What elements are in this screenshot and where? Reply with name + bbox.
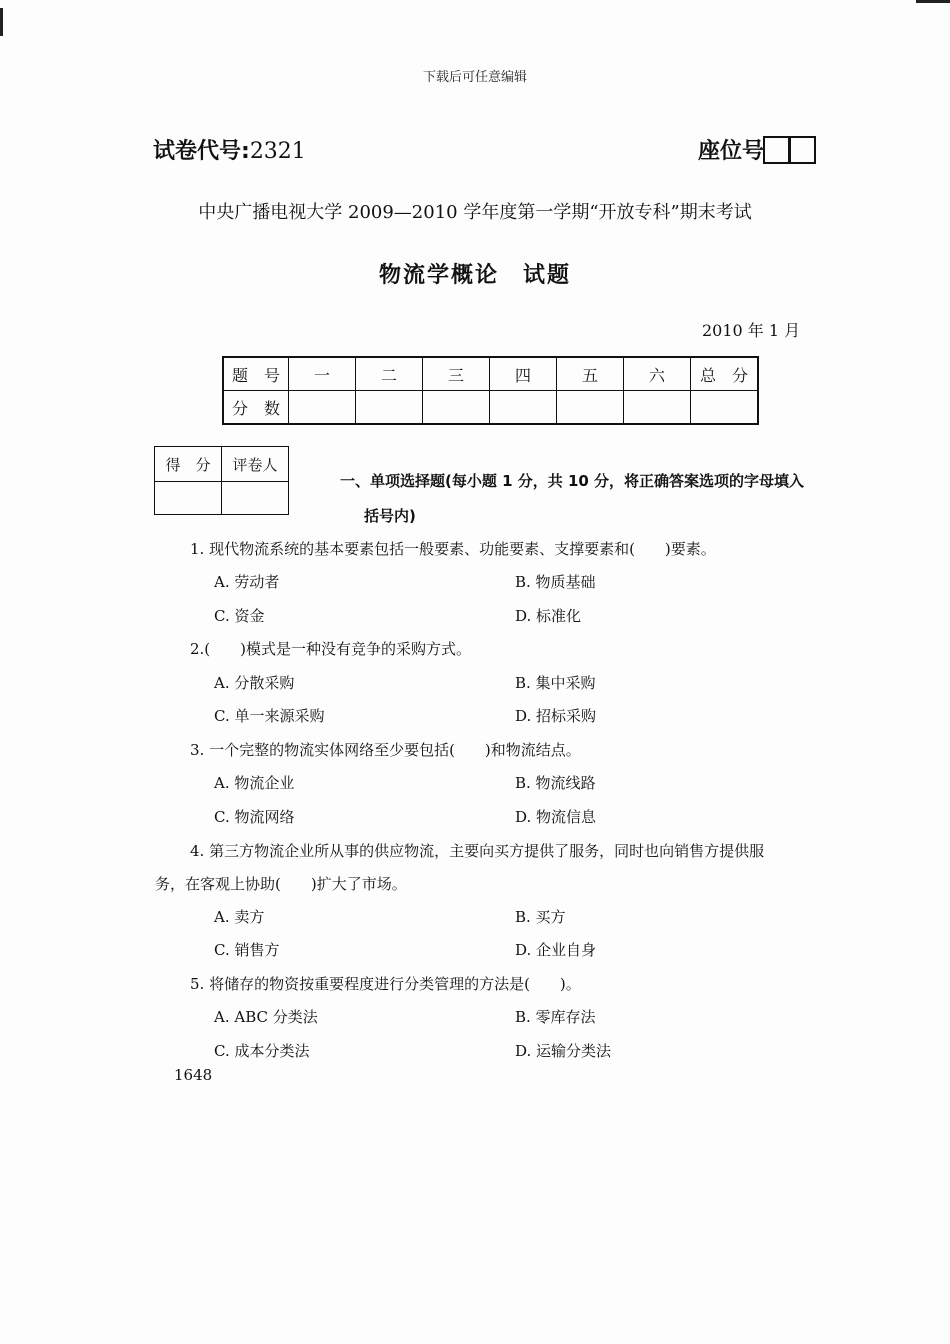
question-2-option-c: C. 单一来源采购 xyxy=(214,707,325,725)
grader-name-label: 评卷人 xyxy=(222,447,289,482)
score-cell[interactable] xyxy=(557,391,624,425)
paper-code xyxy=(153,134,306,165)
seat-number xyxy=(698,134,816,165)
score-table-header-row xyxy=(223,357,758,391)
score-cell[interactable] xyxy=(289,391,356,425)
grader-score-label: 得 分 xyxy=(155,447,222,482)
score-cell[interactable] xyxy=(423,391,490,425)
question-3-option-a: A. 物流企业 xyxy=(214,774,295,792)
question-4-continued: 务，在客观上协助( )扩大了市场。 xyxy=(155,875,407,893)
question-5-option-a: A. ABC 分类法 xyxy=(214,1008,318,1026)
section-heading-continued: 括号内) xyxy=(364,507,416,525)
scan-edge-mark xyxy=(0,8,3,36)
score-cell[interactable] xyxy=(691,391,759,425)
page-number: 1648 xyxy=(174,1066,213,1084)
question-4-option-b: B. 买方 xyxy=(515,908,566,926)
question-3-option-d: D. 物流信息 xyxy=(515,808,597,826)
seat-number-label: 座位号 xyxy=(698,139,765,164)
score-table-header-cell: 题 号 xyxy=(223,357,289,391)
question-2-option-d: D. 招标采购 xyxy=(515,707,597,725)
question-4: 4. 第三方物流企业所从事的供应物流，主要向买方提供了服务，同时也向销售方提供服 xyxy=(190,842,765,860)
question-4-option-a: A. 卖方 xyxy=(214,908,265,926)
question-5-option-c: C. 成本分类法 xyxy=(214,1042,310,1060)
score-table-header-cell: 四 xyxy=(490,357,557,391)
watermark-text: 下载后可任意编辑 xyxy=(422,70,527,85)
score-table-score-row xyxy=(223,391,758,425)
paper-code-label: 试卷代号: xyxy=(153,139,250,164)
seat-box-2[interactable] xyxy=(789,136,816,164)
question-1-option-a: A. 劳动者 xyxy=(214,573,280,591)
question-1-option-d: D. 标准化 xyxy=(515,607,582,625)
score-cell[interactable] xyxy=(624,391,691,425)
question-4-option-d: D. 企业自身 xyxy=(515,941,597,959)
paper-code-value: 2321 xyxy=(249,139,306,164)
score-table-header-cell: 二 xyxy=(356,357,423,391)
question-5: 5. 将储存的物资按重要程度进行分类管理的方法是( )。 xyxy=(190,975,581,993)
question-5-option-b: B. 零库存法 xyxy=(515,1008,596,1026)
score-table-header-cell: 六 xyxy=(624,357,691,391)
grader-score-cell[interactable] xyxy=(155,482,222,515)
grader-name-cell[interactable] xyxy=(222,482,289,515)
question-3-option-b: B. 物流线路 xyxy=(515,774,596,792)
score-table-header-cell: 一 xyxy=(289,357,356,391)
question-3-option-c: C. 物流网络 xyxy=(214,808,295,826)
question-3: 3. 一个完整的物流实体网络至少要包括( )和物流结点。 xyxy=(190,741,581,759)
section-heading: 一、单项选择题(每小题 1 分，共 10 分，将正确答案选项的字母填入 xyxy=(340,472,805,490)
question-2-option-b: B. 集中采购 xyxy=(515,674,596,692)
exam-title: 中央广播电视大学 2009—2010 学年度第一学期“开放专科”期末考试 xyxy=(198,202,752,223)
score-cell[interactable] xyxy=(356,391,423,425)
score-table-header-cell: 五 xyxy=(557,357,624,391)
question-1-option-b: B. 物质基础 xyxy=(515,573,596,591)
score-table xyxy=(222,356,759,425)
score-table-row-label: 分 数 xyxy=(223,391,289,425)
subject-title: 物流学概论 试题 xyxy=(378,263,571,288)
question-1-option-c: C. 资金 xyxy=(214,607,265,625)
grader-table xyxy=(154,446,289,515)
question-1: 1. 现代物流系统的基本要素包括一般要素、功能要素、支撑要素和( )要素。 xyxy=(190,540,716,558)
question-4-option-c: C. 销售方 xyxy=(214,941,280,959)
score-cell[interactable] xyxy=(490,391,557,425)
score-table-header-cell: 总 分 xyxy=(691,357,759,391)
scan-edge-mark xyxy=(916,0,950,3)
exam-date: 2010 年 1 月 xyxy=(702,321,801,340)
score-table-header-cell: 三 xyxy=(423,357,490,391)
question-2-option-a: A. 分散采购 xyxy=(214,674,295,692)
seat-box-1[interactable] xyxy=(763,136,790,164)
question-5-option-d: D. 运输分类法 xyxy=(515,1042,612,1060)
question-2: 2.( )模式是一种没有竞争的采购方式。 xyxy=(190,640,472,658)
